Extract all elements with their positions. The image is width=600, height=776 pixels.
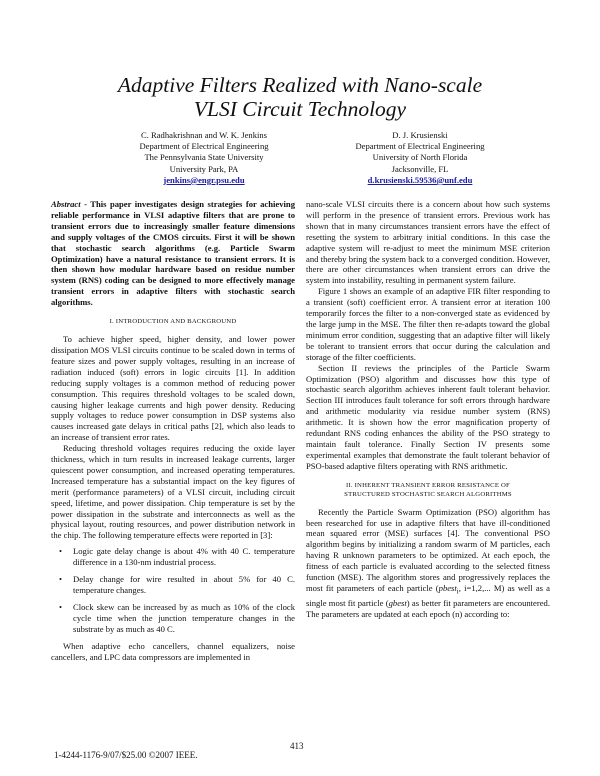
list-item-text: Logic gate delay change is about 4% with 40 C. temperature difference in a 130-nm industrial process. <box>73 546 295 568</box>
title-line-2: VLSI Circuit Technology <box>193 97 407 121</box>
author-location: Jacksonville, FL <box>391 163 449 174</box>
heading-line-2: STRUCTURED STOCHASTIC SEARCH ALGORITHMS <box>344 490 512 498</box>
list-item <box>59 546 295 568</box>
paragraph: Section II reviews the principles of the Particle Swarm Optimization (PSO) algorithm and discusses how this type of stochastic search algorithm achieves inherent fault tolerant behavior. Section III introduces fault tolerance for soft errors through hardware and arithmetic modularity via residue number system (RNS) arithmetic. It is shown how the error magnification property of redundant RNS coding enhances the ability of the PSO strategy to maintain fault tolerance. Finally Section IV presents some experimental examples that demonstrate the fault tolerant behavior of PSO-based adaptive filters operating with RNS arithmetic. <box>306 362 550 471</box>
page-number: 413 <box>290 741 304 751</box>
list-item-text: Delay change for wire resulted in about 5% for 40 C. temperature changes. <box>73 574 295 595</box>
bullet-icon: • <box>59 546 63 557</box>
abstract <box>51 199 295 308</box>
author-names: C. Radhakrishnan and W. K. Jenkins <box>140 130 268 140</box>
author-department: Department of Electrical Engineering <box>139 141 269 152</box>
list-item-text: Clock skew can be increased by as much as 10% of the clock cycle time when the junction temperature changes in the substrate by as much as 40 C. <box>73 601 295 634</box>
paragraph: To achieve higher speed, higher density, and lower power dissipation MOS VLSI circuits continue to be scaled down in terms of feature sizes and power supply voltages, resulting in an increase of radiation induced (soft) errors in logic circuits [1]. In addition reducing supply voltages is a common method of reducing power consumption. This requires threshold voltages to be scaled down, causing higher leakage currents and high power density. Reducing supply voltages to reduce power consumption in DSP systems also causes increased gate delays in critical paths [2], which also leads to an increase of transient error rates. <box>51 334 295 443</box>
bullet-icon: • <box>59 601 63 612</box>
list-item <box>59 601 295 635</box>
paragraph: Reducing threshold voltages requires reducing the oxide layer thickness, which in turn results in increased leakage currents, larger quiescent power consumption, and increased operating temperatures. Increased temperature has a substantial impact on the key figures of merit (performance parameters) of a VLSI circuit, including circuit speed, lifetime, and power dissipation. Chip temperature is set by the power dissipation in the substrate and interconnects as well as the physical layout, routing resources, and power distribution network in the chip. The following temperature effects were reported in [3]: <box>51 443 295 541</box>
abstract-text: - This paper investigates design strategies for achieving reliable performance in VLSI adaptive filters that are prone to transient errors due to increasingly smaller feature dimensions and supply voltages of the CMOS circuits. First it will be shown that stochastic search algorithms (e.g. Particle Swarm Optimization) have a natural resistance to transient errors. It is then shown how modular hardware based on residue number system (RNS) coding can be designed to more effectively manage transient errors in adaptive filters with stochastic search algorithms. <box>51 199 295 308</box>
section-heading-inherent-resistance <box>306 481 550 499</box>
bullet-list <box>51 546 295 634</box>
author-institution: The Pennsylvania State University <box>144 152 264 163</box>
pbest-symbol: pbest <box>438 583 457 593</box>
paragraph <box>306 507 550 620</box>
author-names: D. J. Krusienski <box>392 130 448 140</box>
bullet-icon: • <box>59 574 63 585</box>
left-column <box>51 199 295 662</box>
paragraph: When adaptive echo cancellers, channel equalizers, noise cancellers, and LPC data compressors are implemented in <box>51 640 295 662</box>
author-location: University Park, PA <box>169 163 239 174</box>
author-block-right <box>320 130 520 186</box>
paragraph-text: , i=1,2,... M) as well as a single most fit particle ( <box>306 583 550 608</box>
section-heading-introduction: I. INTRODUCTION AND BACKGROUND <box>109 318 237 326</box>
author-email-link[interactable]: jenkins@engr.psu.edu <box>163 174 245 185</box>
author-institution: University of North Florida <box>372 152 468 163</box>
paragraph: nano-scale VLSI circuits there is a concern about how such systems will perform in the presence of transient errors. Previous work has shown that in many circumstances transient errors have the effect of resetting the system to arbitrary initial conditions. In this case the adaptive system will re-adjust to meet the minimum MSE criterion and thereby bring the system back to a converged condition. However, there are other circumstances when transient errors can drive the system into instability, resulting in permanent system failure. <box>306 199 550 286</box>
heading-line-1: II. INHERENT TRANSIENT ERROR RESISTANCE OF <box>346 481 510 489</box>
author-email-link[interactable]: d.krusienski.59536@unf.edu <box>367 174 473 185</box>
paragraph: Figure 1 shows an example of an adaptive FIR filter responding to a transient (soft) coefficient error. A transient error at iteration 100 temporarily forces the filter to a non-converged state as evidenced by the large jump in the MSE. The filter then re-adapts toward the global minimum error condition, suggesting that an adaptive filter will likely be tolerant to transient errors that occur during the calculation and storage of the filter coefficients. <box>306 286 550 362</box>
abstract-label: Abstract <box>51 199 81 209</box>
paragraph-text: Recently the Particle Swarm Optimization (PSO) algorithm has been researched for use in adaptive filters that have ill-conditioned mean squared error (MSE) surfaces [4]. The conventional PSO algorithm begins by initializing a random swarm of M particles, each having R unknown parameters to be optimized. At each epoch, the fitness of each particle is evaluated according to the selected fitness function (MSE). The algorithm stores and progressively replaces the most fit parameters of each particle ( <box>306 506 550 593</box>
right-column <box>306 199 550 619</box>
list-item <box>59 574 295 596</box>
paper-title <box>40 73 560 121</box>
paragraph-text: ) as better fit parameters are encountered. The parameters are updated at each epoch (n) according to: <box>306 597 550 619</box>
gbest-symbol: gbest <box>388 597 407 608</box>
author-department: Department of Electrical Engineering <box>355 141 485 152</box>
copyright-footer: 1-4244-1176-9/07/$25.00 ©2007 IEEE. <box>54 750 198 760</box>
pbest-subscript: i <box>456 587 459 596</box>
title-line-1: Adaptive Filters Realized with Nano-scale <box>117 73 483 97</box>
author-block-left <box>104 130 304 186</box>
